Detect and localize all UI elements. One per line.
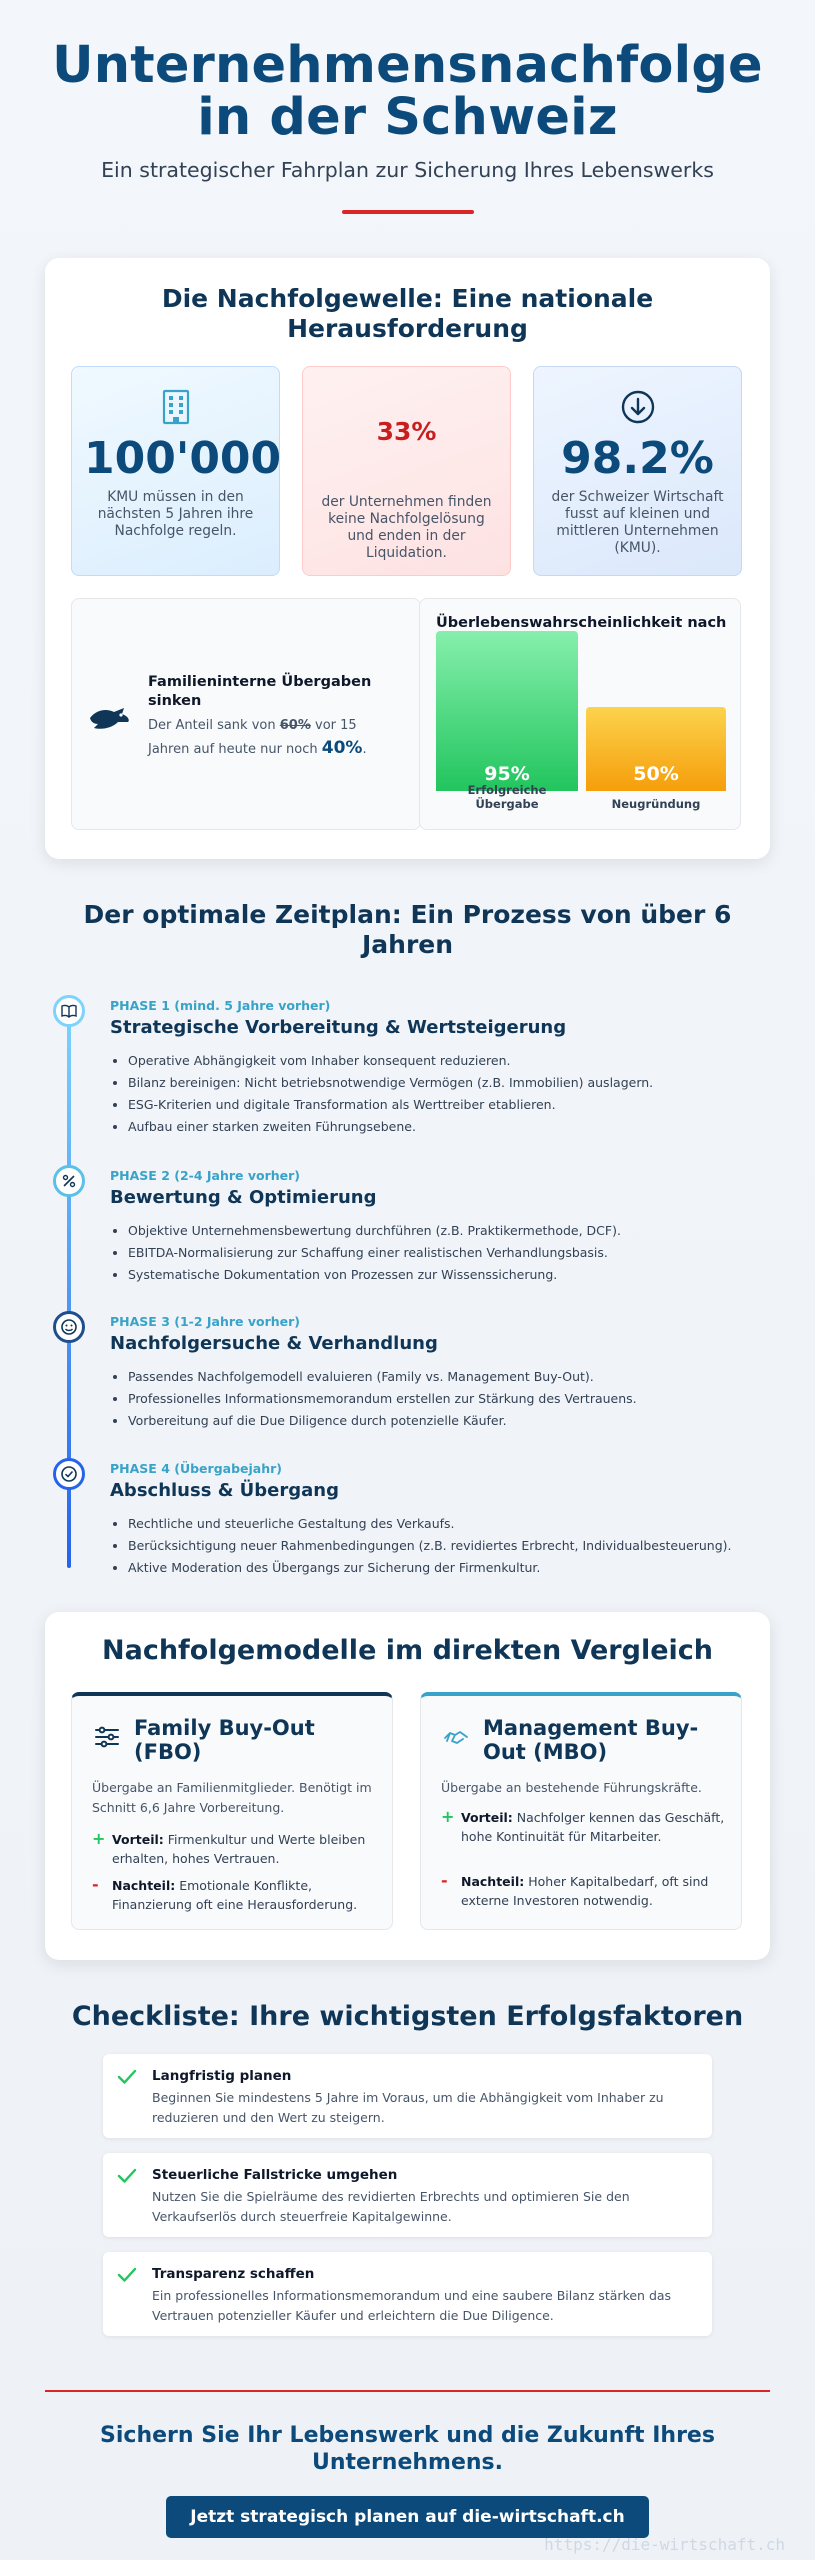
- bar-successful-handover: [436, 631, 578, 791]
- model-title: Management Buy-Out (MBO): [483, 1716, 699, 1764]
- models-comparison-card: [45, 1612, 770, 1960]
- stat-desc: der Unternehmen finden keine Nachfolgelösung und enden in der Liquidation.: [321, 494, 492, 561]
- phase-title: Nachfolgersuche & Verhandlung: [110, 1333, 438, 1354]
- bar-value-label: 50%: [633, 763, 679, 785]
- phase-list: [128, 1050, 653, 1138]
- family-handover-icon: [88, 704, 132, 738]
- phase-title: Strategische Vorbereitung & Wertsteigerung: [110, 1017, 567, 1038]
- list-item: • Passendes Nachfolgemodell evaluieren (Family vs. Management Buy-Out).: [128, 1366, 637, 1388]
- survival-chart: [419, 598, 741, 830]
- new-percentage: 40%: [321, 738, 363, 758]
- stat-card-economy: [533, 366, 742, 576]
- stat-card-kmu: [71, 366, 280, 576]
- list-item: • Professionelles Informationsmemorandum erstellen zur Stärkung des Vertrauens.: [128, 1388, 637, 1410]
- minus-icon: -: [441, 1871, 448, 1890]
- phase-label: PHASE 2 (2-4 Jahre vorher): [110, 1168, 301, 1183]
- stat-value: 33%: [376, 417, 437, 446]
- timeline-title: Der optimale Zeitplan: Ein Prozess von über 6 Jahren: [83, 900, 732, 959]
- checklist-item: [103, 2153, 712, 2237]
- handshake-icon: [443, 1726, 469, 1752]
- list-item: • EBITDA-Normalisierung zur Schaffung einer realistischen Verhandlungsbasis.: [128, 1242, 621, 1264]
- phase-label: PHASE 3 (1-2 Jahre vorher): [110, 1314, 301, 1329]
- phase-label: PHASE 4 (Übergabejahr): [110, 1461, 282, 1476]
- checklist-title: Checkliste: Ihre wichtigsten Erfolgsfaktoren: [71, 2001, 744, 2032]
- model-card-fbo: [71, 1692, 393, 1930]
- list-item: • Systematische Dokumentation von Prozessen zur Wissenssicherung.: [128, 1264, 621, 1286]
- chart-title: Überlebenswahrscheinlichkeit nach: [436, 615, 727, 631]
- model-card-mbo: [420, 1692, 742, 1930]
- model-desc: Übergabe an bestehende Führungskräfte.: [441, 1780, 702, 1795]
- checklist-item-title: Langfristig planen: [152, 2068, 292, 2084]
- phase-title: Abschluss & Übergang: [110, 1480, 339, 1501]
- cta-button[interactable]: Jetzt strategisch planen auf die-wirtschaft.ch: [166, 2496, 649, 2538]
- old-percentage: 60%: [279, 718, 311, 733]
- page-subtitle: Ein strategischer Fahrplan zur Sicherung Ihres Lebenswerks: [101, 158, 714, 182]
- page-title: Unternehmensnachfolge in der Schweiz: [52, 36, 763, 147]
- checklist-item-text: Ein professionelles Informationsmemorandum und eine saubere Bilanz stärken das Vertrauen potenzieller Käufer und erleichtern die Due Diligence.: [152, 2288, 672, 2323]
- category-label: Erfolgreiche Übergabe: [467, 783, 547, 811]
- list-item: • Operative Abhängigkeit vom Inhaber konsequent reduzieren.: [128, 1050, 653, 1072]
- checklist-item-title: Steuerliche Fallstricke umgehen: [152, 2167, 398, 2183]
- sliders-icon: [94, 1726, 120, 1752]
- arrow-down-circle-icon: [546, 385, 729, 429]
- checklist-item-title: Transparenz schaffen: [152, 2266, 315, 2282]
- face-icon: [53, 1311, 85, 1343]
- phase-list: [128, 1366, 637, 1432]
- section-title: Nachfolgemodelle im direkten Vergleich: [102, 1635, 713, 1666]
- building-icon: [84, 385, 267, 429]
- list-item: • Objektive Unternehmensbewertung durchführen (z.B. Praktikermethode, DCF).: [128, 1220, 621, 1242]
- stat-value: 100'000: [84, 433, 282, 484]
- checkmark-icon: [117, 2266, 137, 2288]
- minus-icon: -: [92, 1875, 99, 1894]
- watermark: https://die-wirtschaft.ch: [544, 2535, 785, 2554]
- book-icon: [53, 995, 85, 1027]
- model-title: Family Buy-Out (FBO): [134, 1716, 315, 1764]
- phase-list: [128, 1513, 732, 1579]
- family-transfer-card: [71, 598, 421, 830]
- title-divider: [342, 210, 474, 214]
- plus-icon: +: [441, 1807, 455, 1826]
- list-item: • Bilanz bereinigen: Nicht betriebsnotwendige Vermögen (z.B. Immobilien) auslagern.: [128, 1072, 653, 1094]
- bar-new-founding: [586, 707, 726, 791]
- family-title: Familieninterne Übergaben sinken: [148, 674, 372, 709]
- check-circle-icon: [53, 1458, 85, 1490]
- list-item: • Berücksichtigung neuer Rahmenbedingungen (z.B. revidiertes Erbrecht, Individualbesteuerung).: [128, 1535, 732, 1557]
- percent-icon: [53, 1165, 85, 1197]
- model-desc: Übergabe an Familienmitglieder. Benötigt im Schnitt 6,6 Jahre Vorbereitung.: [92, 1780, 372, 1815]
- checklist-item-text: Beginnen Sie mindestens 5 Jahre im Voraus, um die Abhängigkeit vom Inhaber zu reduzieren und den Wert zu steigern.: [152, 2090, 664, 2125]
- phase-list: [128, 1220, 621, 1286]
- phase-label: PHASE 1 (mind. 5 Jahre vorher): [110, 998, 331, 1013]
- cta-title: Sichern Sie Ihr Lebenswerk und die Zukunft Ihres Unternehmens.: [100, 2423, 715, 2475]
- checklist-item-text: Nutzen Sie die Spielräume des revidierten Erbrechts und optimieren Sie den Verkaufserlös durch steuerfreie Kapitalgewinne.: [152, 2189, 630, 2224]
- family-text: Der Anteil sank von 60% vor 15 Jahren auf heute nur noch 40%.: [148, 718, 367, 758]
- list-item: • Aktive Moderation des Übergangs zur Sicherung der Firmenkultur.: [128, 1557, 732, 1579]
- checklist-item: [103, 2252, 712, 2336]
- checkmark-icon: [117, 2167, 137, 2189]
- list-item: • ESG-Kriterien und digitale Transformation als Werttreiber etablieren.: [128, 1094, 653, 1116]
- model-con: - Nachteil: Emotionale Konflikte, Finanzierung oft eine Herausforderung.: [92, 1875, 358, 1912]
- stat-desc: der Schweizer Wirtschaft fusst auf kleinen und mittleren Unternehmen (KMU).: [551, 489, 724, 556]
- succession-wave-card: [45, 258, 770, 859]
- checkmark-icon: [117, 2068, 137, 2090]
- footer-divider: [45, 2390, 770, 2392]
- list-item: • Rechtliche und steuerliche Gestaltung des Verkaufs.: [128, 1513, 732, 1535]
- section-title: Die Nachfolgewelle: Eine nationale Herausforderung: [161, 284, 654, 343]
- category-label: Neugründung: [611, 797, 701, 811]
- checklist-item: [103, 2054, 712, 2138]
- stat-desc: KMU müssen in den nächsten 5 Jahren ihre Nachfolge regeln.: [97, 489, 254, 539]
- bar-value-label: 95%: [484, 763, 530, 785]
- hero: [0, 0, 815, 214]
- model-pro: + Vorteil: Nachfolger kennen das Geschäft, hohe Kontinuität für Mitarbeiter.: [441, 1807, 725, 1844]
- stat-value: 98.2%: [561, 433, 714, 484]
- phase-title: Bewertung & Optimierung: [110, 1187, 377, 1208]
- model-con: - Nachteil: Hoher Kapitalbedarf, oft sind externe Investoren notwendig.: [441, 1871, 709, 1908]
- model-pro: + Vorteil: Firmenkultur und Werte bleiben erhalten, hohes Vertrauen.: [92, 1829, 366, 1866]
- list-item: • Vorbereitung auf die Due Diligence durch potenzielle Käufer.: [128, 1410, 637, 1432]
- list-item: • Aufbau einer starken zweiten Führungsebene.: [128, 1116, 653, 1138]
- plus-icon: +: [92, 1829, 106, 1848]
- stat-card-liquidation: [302, 366, 511, 576]
